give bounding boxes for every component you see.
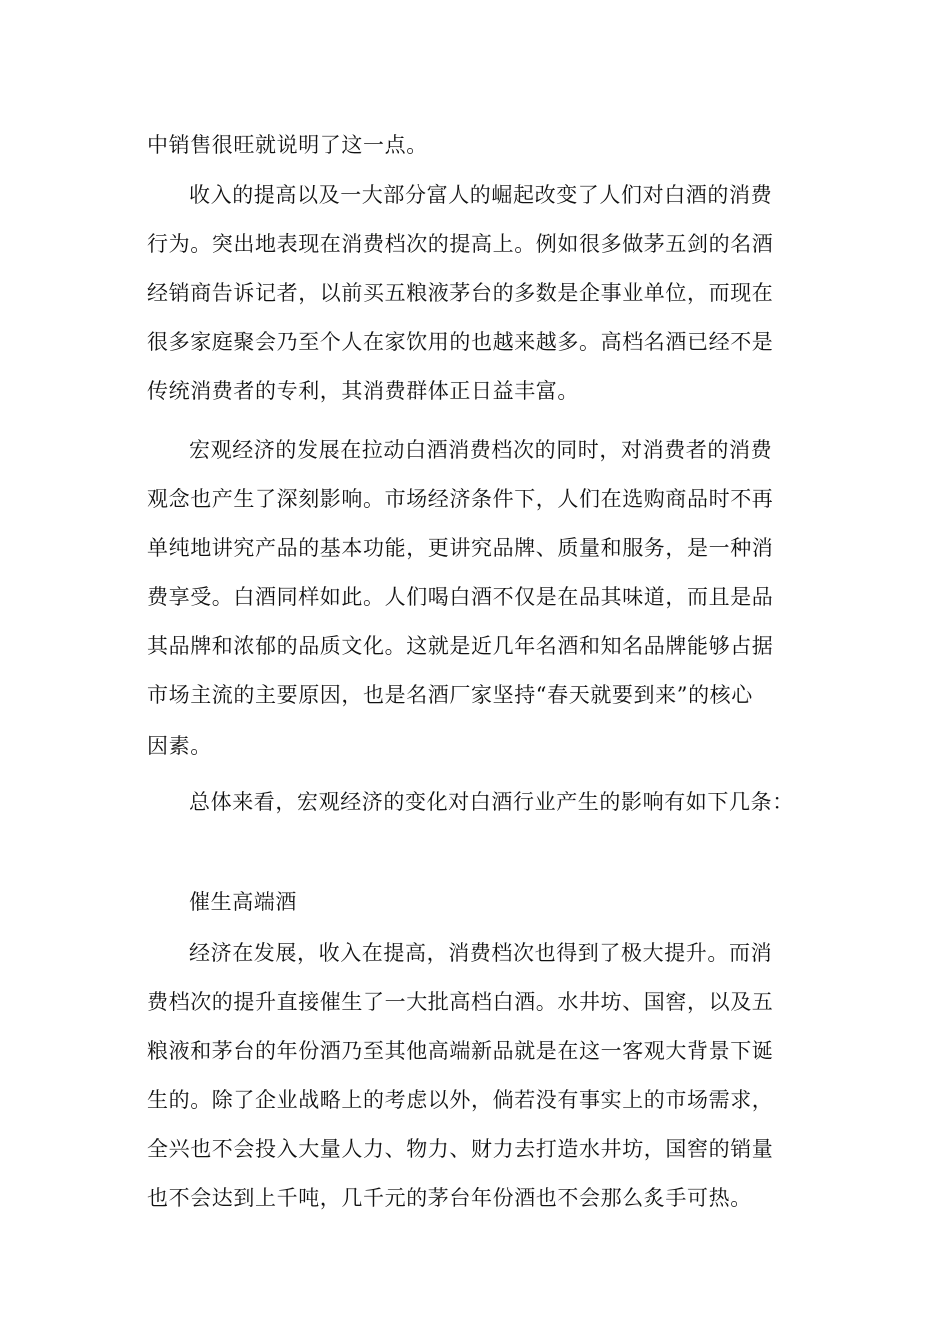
- section-heading: 催生高端酒: [189, 890, 297, 914]
- paragraph-1-line-3: 经销商告诉记者，以前买五粮液茅台的多数是企事业单位，而现在: [147, 281, 774, 305]
- paragraph-1-line-5: 传统消费者的专利，其消费群体正日益丰富。: [147, 379, 579, 403]
- paragraph-3-line-5: 全兴也不会投入大量人力、物力、财力去打造水井坊，国窖的销量: [147, 1137, 774, 1161]
- paragraph-3-line-4: 生的。除了企业战略上的考虑以外，倘若没有事实上的市场需求，: [147, 1088, 774, 1112]
- paragraph-2-line-7: 因素。: [147, 734, 212, 758]
- paragraph-3-line-2: 费档次的提升直接催生了一大批高档白酒。水井坊、国窖，以及五: [147, 990, 774, 1014]
- paragraph-3-line-3: 粮液和茅台的年份酒乃至其他高端新品就是在这一客观大背景下诞: [147, 1039, 774, 1063]
- paragraph-2-line-1: 宏观经济的发展在拉动白酒消费档次的同时，对消费者的消费: [189, 438, 773, 462]
- paragraph-2-line-6: 市场主流的主要原因，也是名酒厂家坚持“春天就要到来”的核心: [147, 683, 753, 707]
- paragraph-2-line-4: 费享受。白酒同样如此。人们喝白酒不仅是在品其味道，而且是品: [147, 585, 774, 609]
- paragraph-2-line-2: 观念也产生了深刻影响。市场经济条件下，人们在选购商品时不再: [147, 487, 774, 511]
- paragraph-1-line-2: 行为。突出地表现在消费档次的提高上。例如很多做茅五剑的名酒: [147, 232, 774, 256]
- paragraph-2-line-5: 其品牌和浓郁的品质文化。这就是近几年名酒和知名品牌能够占据: [147, 634, 774, 658]
- paragraph-2-line-3: 单纯地讲究产品的基本功能，更讲究品牌、质量和服务，是一种消: [147, 536, 774, 560]
- paragraph-1-line-4: 很多家庭聚会乃至个人在家饮用的也越来越多。高档名酒已经不是: [147, 330, 774, 354]
- paragraph-1-line-1: 收入的提高以及一大部分富人的崛起改变了人们对白酒的消费: [189, 183, 773, 207]
- text-line-1: 中销售很旺就说明了这一点。: [147, 133, 428, 157]
- paragraph-3-line-6: 也不会达到上千吨，几千元的茅台年份酒也不会那么炙手可热。: [147, 1186, 752, 1210]
- paragraph-3-line-1: 经济在发展，收入在提高，消费档次也得到了极大提升。而消: [189, 941, 773, 965]
- summary-line: 总体来看，宏观经济的变化对白酒行业产生的影响有如下几条：: [189, 790, 794, 814]
